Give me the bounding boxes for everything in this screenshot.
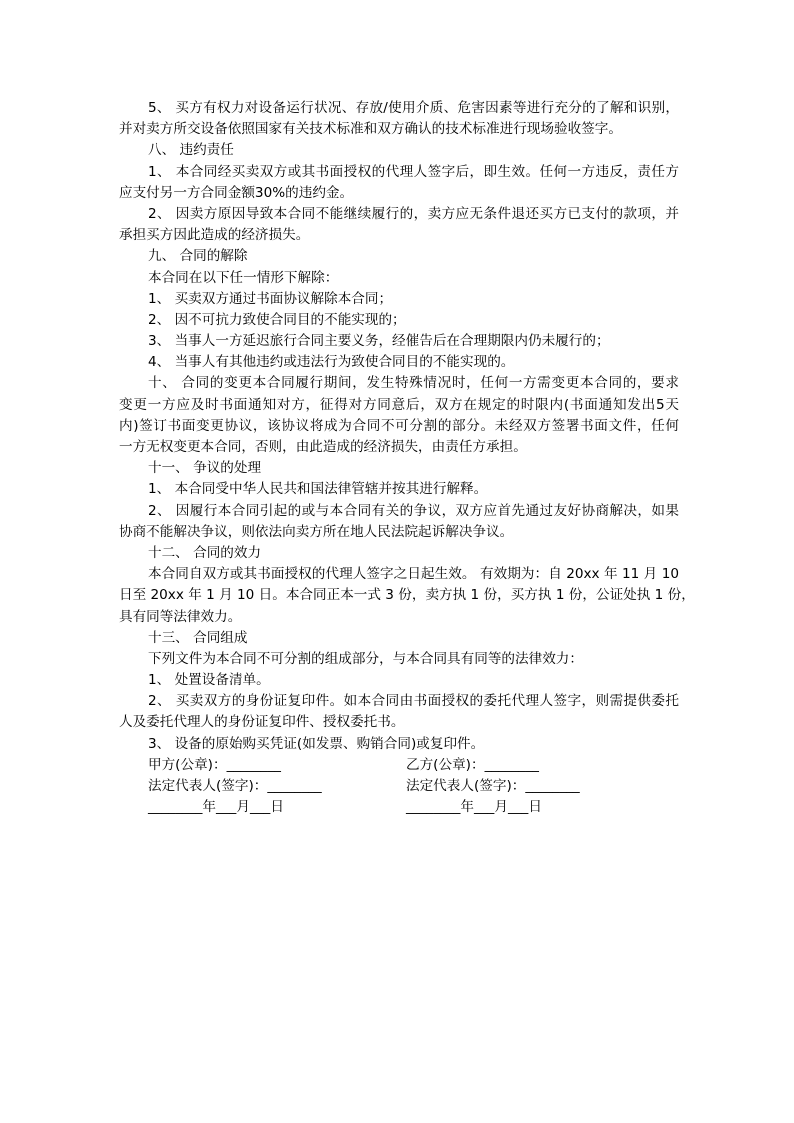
text-line: 八、 违约责任: [148, 142, 234, 159]
text-line: 下列文件为本合同不可分割的组成部分，与本合同具有同等的法律效力：: [148, 650, 583, 667]
text-line: 十三、 合同组成: [148, 629, 248, 646]
text-line: 十、 合同的变更本合同履行期间，发生特殊情况时，任何一方需变更本合同的，要求: [148, 375, 679, 392]
text-line: 变更一方应及时书面通知对方，征得对方同意后，双方在规定的时限内(书面通知发出5天: [119, 396, 679, 413]
text-line: 1、 本合同经买卖双方或其书面授权的代理人签字后，即生效。任何一方违反，责任方: [148, 163, 679, 180]
text-line: 应支付另一方合同金额30%的违约金。: [119, 184, 354, 201]
text-line: 2、 买卖双方的身份证复印件。如本合同由书面授权的委托代理人签字，则需提供委托: [148, 693, 679, 710]
text-line: 5、 买方有权力对设备运行状况、存放/使用介质、危害因素等进行充分的了解和识别，: [148, 100, 679, 116]
text-line: 2、 因卖方原因导致本合同不能继续履行的，卖方应无条件退还买方已支付的款项，并: [148, 205, 679, 222]
text-line: 本合同自双方或其书面授权的代理人签字之日起生效。 有效期为：自 20xx 年 11 月 10: [148, 566, 679, 583]
text-line: 内)签订书面变更协议，该协议将成为合同不可分割的部分。未经双方签署书面文件，任何: [119, 417, 679, 434]
party-b-seal-field: 乙方(公章)：________: [406, 756, 539, 773]
text-line: 本合同在以下任一情形下解除：: [148, 269, 339, 286]
text-line: 具有同等法律效力。: [119, 608, 242, 625]
contract-body: [119, 98, 695, 818]
text-line: 承担买方因此造成的经济损失。: [119, 227, 310, 244]
text-line: 2、 因不可抗力致使合同目的不能实现的；: [148, 311, 406, 328]
contract-text: [119, 98, 695, 755]
text-line: 3、 当事人一方延迟旅行合同主要义务，经催告后在合理期限内仍未履行的；: [148, 333, 610, 350]
date-row: [119, 797, 679, 818]
text-line: 日至 20xx 年 1 月 10 日。本合同正本一式 3 份，卖方执 1 份，买方执 1 份，公证处执 1 份，: [119, 587, 695, 604]
text-line: 1、 本合同受中华人民共和国法律管辖并按其进行解释。: [148, 481, 488, 498]
text-line: 2、 因履行本合同引起的或与本合同有关的争议，双方应首先通过友好协商解决，如果: [148, 502, 679, 519]
text-line: 十二、 合同的效力: [148, 544, 262, 561]
party-b-date-field: ________年___月___日: [406, 799, 542, 816]
party-b-representative-field: 法定代表人(签字)：________: [406, 778, 580, 794]
text-line: 一方无权变更本合同，否则，由此造成的经济损失，由责任方承担。: [119, 439, 527, 455]
seal-row: [119, 755, 679, 776]
text-line: 十一、 争议的处理: [148, 460, 262, 477]
text-line: 并对卖方所交设备依照国家有关技术标准和双方确认的技术标准进行现场验收签字。: [119, 121, 622, 138]
party-a-representative-field: 法定代表人(签字)：________: [148, 778, 322, 794]
representative-row: [119, 776, 679, 797]
text-line: 协商不能解决争议，则依法向卖方所在地人民法院起诉解决争议。: [119, 523, 514, 540]
text-line: 人及委托代理人的身份证复印件、授权委托书。: [119, 714, 405, 731]
text-line: 4、 当事人有其他违约或违法行为致使合同目的不能实现的。: [148, 354, 515, 371]
text-line: 3、 设备的原始购买凭证(如发票、购销合同)或复印件。: [148, 735, 485, 752]
party-a-date-field: ________年___月___日: [148, 799, 284, 816]
text-line: 1、 处置设备清单。: [148, 672, 270, 689]
text-line: 九、 合同的解除: [148, 248, 248, 265]
party-a-seal-field: 甲方(公章)：________: [148, 756, 281, 773]
text-line: 1、 买卖双方通过书面协议解除本合同；: [148, 290, 393, 307]
